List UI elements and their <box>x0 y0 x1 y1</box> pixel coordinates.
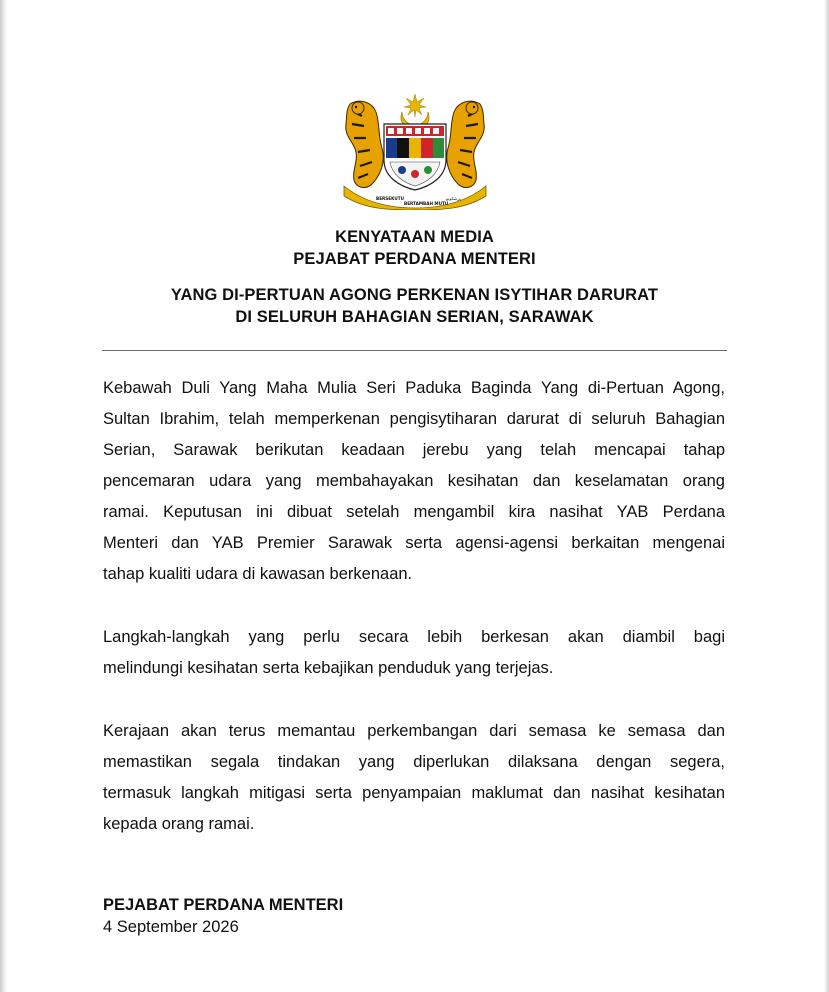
text-line: Menteri dan YAB Premier Sarawak serta agensi-agensi berkaitan mengenai <box>103 534 725 552</box>
left-tiger-icon <box>346 101 384 187</box>
text-line: Sultan Ibrahim, telah memperkenan pengisytiharan darurat di seluruh Bahagian <box>103 410 725 428</box>
shield-icon <box>384 124 446 190</box>
text-line: tahap kualiti udara di kawasan berkenaan. <box>103 565 413 583</box>
paragraph-3 <box>103 716 725 840</box>
page-edge-shadow <box>0 0 7 992</box>
header-line-1: KENYATAAN MEDIA <box>335 228 494 246</box>
document-headline <box>0 284 829 328</box>
text-line: memastikan segala tindakan yang diperlukan dilaksana dengan segera, <box>103 753 725 771</box>
text-line: Serian, Sarawak berikutan keadaan jerebu yang telah mencapai tahap <box>103 441 725 459</box>
header-divider <box>102 350 727 351</box>
text-line: Kerajaan akan terus memantau perkembangan dari semasa ke semasa dan <box>103 722 725 740</box>
text-line: pencemaran udara yang membahayakan kesihatan dan keselamatan orang <box>103 472 725 490</box>
text-line: termasuk langkah mitigasi serta penyampaian maklumat dan nasihat kesihatan <box>103 784 725 802</box>
signoff-office: PEJABAT PERDANA MENTERI <box>103 896 344 914</box>
text-line: ramai. Keputusan ini dibuat setelah mengambil kira nasihat YAB Perdana <box>103 503 725 521</box>
page-edge-shadow-right <box>824 0 829 992</box>
text-line: melindungi kesihatan serta kebajikan penduduk yang terjejas. <box>103 659 554 677</box>
header-line-2: PEJABAT PERDANA MENTERI <box>293 250 536 268</box>
motto-left: BERSEKUTU <box>376 196 404 201</box>
text-line: Kebawah Duli Yang Maha Mulia Seri Paduka Baginda Yang di-Pertuan Agong, <box>103 379 725 397</box>
headline-line-1: YANG DI-PERTUAN AGONG PERKENAN ISYTIHAR DARURAT <box>170 286 659 304</box>
headline-line-2: DI SELURUH BAHAGIAN SERIAN, SARAWAK <box>235 308 594 326</box>
motto-right: بِرسَكوتو <box>446 196 461 201</box>
document-header <box>0 226 829 270</box>
motto-center: BERTAMBAH MUTU <box>404 201 449 206</box>
paragraph-2 <box>103 622 725 684</box>
signoff-date: 4 September 2026 <box>103 918 239 936</box>
right-tiger-icon <box>447 101 485 187</box>
text-line: kepada orang ramai. <box>103 815 255 833</box>
paragraph-1 <box>103 373 725 590</box>
malaysia-coat-of-arms-icon <box>336 92 494 210</box>
text-line: Langkah-langkah yang perlu secara lebih berkesan akan diambil bagi <box>103 628 725 646</box>
